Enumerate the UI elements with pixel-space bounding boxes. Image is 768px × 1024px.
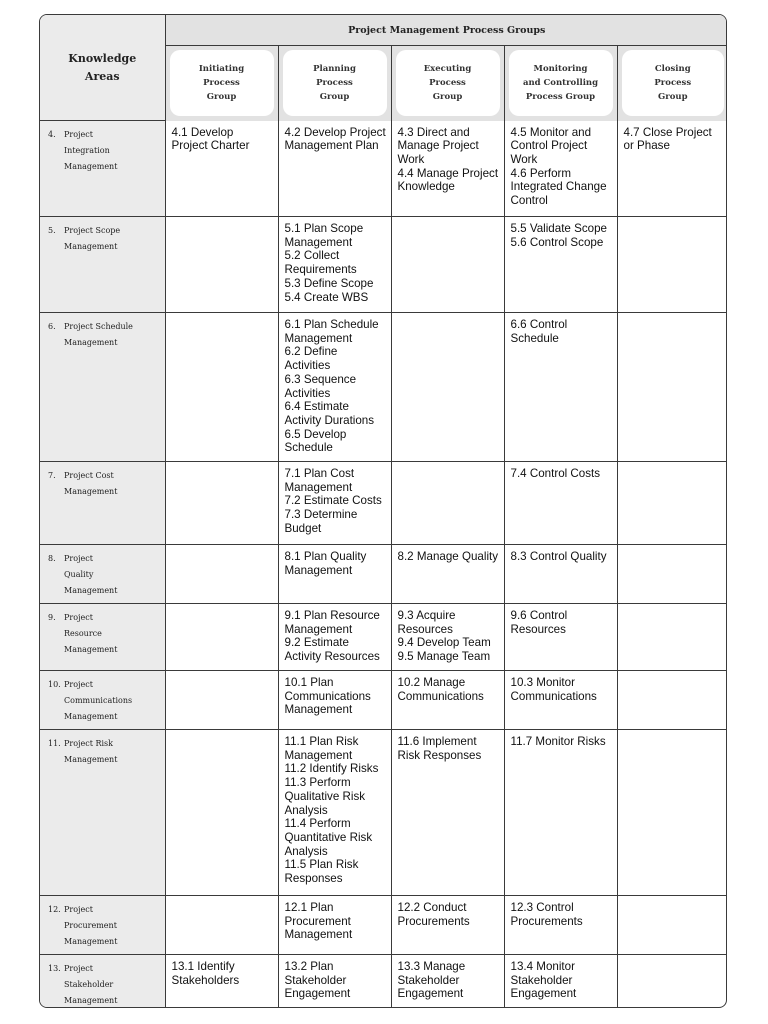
knowledge-area-cell xyxy=(40,462,165,545)
process-text-line: 11.7 Monitor Risks xyxy=(510,735,606,748)
process-cell xyxy=(278,545,391,604)
process-matrix-table xyxy=(40,15,727,1008)
process-cell xyxy=(391,462,504,545)
process-text-line: 12.3 Control xyxy=(510,901,574,914)
process-text-line: 12.1 Plan xyxy=(284,901,334,914)
process-cell xyxy=(278,313,391,462)
process-cell xyxy=(504,545,617,604)
process-text-line: Procurements xyxy=(397,914,470,928)
process-text-line: 8.2 Manage Quality xyxy=(397,550,499,563)
process-text-line: Analysis xyxy=(284,803,328,817)
process-group-label xyxy=(622,50,725,116)
process-cell xyxy=(391,671,504,730)
process-text-line: 10.3 Monitor xyxy=(510,676,575,689)
knowledge-area-number: 8. xyxy=(48,554,56,563)
process-text-line: 9.4 Develop Team xyxy=(397,636,491,650)
process-text-line: Management xyxy=(284,703,353,717)
process-cell xyxy=(278,604,391,671)
knowledge-area-cell xyxy=(40,121,165,217)
process-text-line: Communications xyxy=(510,689,597,703)
matrix-body xyxy=(40,121,727,1009)
process-text-line: Stakeholder xyxy=(284,973,347,987)
knowledge-area-name-line: Project xyxy=(64,613,93,622)
knowledge-area-name-line: Project xyxy=(64,130,93,139)
knowledge-area-cell xyxy=(40,730,165,896)
knowledge-area-name-line: Integration xyxy=(64,146,110,155)
process-text-line: 7.4 Control Costs xyxy=(510,467,601,480)
process-text-line: 10.1 Plan xyxy=(284,676,334,689)
knowledge-area-name-line: Management xyxy=(64,937,118,946)
knowledge-area-name-line: Management xyxy=(64,162,118,171)
process-cell xyxy=(617,955,727,1009)
process-cell xyxy=(278,462,391,545)
knowledge-area-row xyxy=(40,604,727,671)
process-group-label xyxy=(396,50,500,116)
process-group-label-line: Initiating xyxy=(198,64,245,74)
knowledge-area-row xyxy=(40,217,727,313)
process-cell xyxy=(165,217,278,313)
process-text-line: 6.2 Define xyxy=(284,345,338,359)
knowledge-area-name-line: Project xyxy=(64,964,93,973)
process-group-label-line: Process xyxy=(316,78,353,88)
process-text-line: Procurements xyxy=(510,914,583,928)
knowledge-area-number: 10. xyxy=(48,680,61,689)
knowledge-area-cell xyxy=(40,671,165,730)
process-text-line: 6.4 Estimate xyxy=(284,400,349,414)
process-group-label-line: Closing xyxy=(654,64,691,74)
knowledge-area-name-line: Project Schedule xyxy=(64,322,133,331)
process-groups-title: Project Management Process Groups xyxy=(165,15,727,46)
knowledge-area-name xyxy=(64,610,117,658)
knowledge-area-name xyxy=(64,223,120,255)
process-text-line: 6.1 Plan Schedule xyxy=(284,318,379,331)
process-cell xyxy=(165,313,278,462)
process-text-line: Control xyxy=(510,194,548,208)
process-cell xyxy=(504,896,617,955)
process-cell xyxy=(617,217,727,313)
process-group-label-line: and Controlling xyxy=(522,78,599,88)
process-text-line: 4.1 Develop xyxy=(171,125,234,139)
knowledge-area-name-line: Procurement xyxy=(64,921,117,930)
knowledge-area-cell xyxy=(40,604,165,671)
knowledge-area-number: 4. xyxy=(48,130,56,139)
knowledge-area-row xyxy=(40,313,727,462)
process-text-line: Schedule xyxy=(510,331,559,345)
knowledge-area-name-line: Project Cost xyxy=(64,471,114,480)
knowledge-area-name-line: Project Risk xyxy=(64,739,114,748)
process-group-label xyxy=(509,50,613,116)
knowledge-area-name-line: Management xyxy=(64,487,118,496)
process-cell xyxy=(504,462,617,545)
process-text-line: 11.4 Perform xyxy=(284,817,351,831)
process-text-line: Procurement xyxy=(284,914,351,928)
process-text-line: 5.1 Plan Scope xyxy=(284,222,364,235)
process-cell xyxy=(278,671,391,730)
knowledge-area-number: 12. xyxy=(48,905,61,914)
process-text-line: Activities xyxy=(284,386,331,400)
knowledge-area-name-line: Management xyxy=(64,338,118,347)
process-text-line: Qualitative Risk xyxy=(284,789,366,803)
process-text-line: 9.5 Manage Team xyxy=(397,650,491,664)
process-text-line: Project Charter xyxy=(171,139,250,153)
process-text-line: Work xyxy=(397,152,425,166)
knowledge-area-name-line: Project Scope xyxy=(64,226,121,235)
process-text-line: 9.6 Control xyxy=(510,609,568,622)
process-text-line: Stakeholder xyxy=(397,973,460,987)
knowledge-area-name xyxy=(64,551,117,599)
process-text-line: Work xyxy=(510,152,538,166)
process-cell xyxy=(391,604,504,671)
knowledge-area-row xyxy=(40,545,727,604)
process-text-line: Analysis xyxy=(284,844,328,858)
process-text-line: Requirements xyxy=(284,263,357,277)
process-cell xyxy=(278,896,391,955)
process-text-line: Activity Durations xyxy=(284,413,375,427)
knowledge-area-name-line: Management xyxy=(64,645,118,654)
process-group-label-line: Process Group xyxy=(525,92,596,102)
process-text-line: 10.2 Manage xyxy=(397,676,466,689)
process-cell xyxy=(617,313,727,462)
knowledge-areas-header xyxy=(40,15,165,121)
knowledge-area-name-line: Management xyxy=(64,242,118,251)
process-cell xyxy=(165,545,278,604)
process-text-line: 5.4 Create WBS xyxy=(284,290,369,304)
process-cell xyxy=(504,604,617,671)
process-text-line: Management xyxy=(284,331,353,345)
process-cell xyxy=(165,671,278,730)
knowledge-area-name xyxy=(64,468,117,500)
process-group-cell xyxy=(391,46,504,121)
process-text-line: 11.5 Plan Risk xyxy=(284,858,359,872)
knowledge-area-name-line: Project xyxy=(64,680,93,689)
process-text-line: Activities xyxy=(284,359,331,373)
process-text-line: 5.6 Control Scope xyxy=(510,235,604,249)
knowledge-area-number: 7. xyxy=(48,471,56,480)
process-text-line: Management xyxy=(284,563,353,577)
process-text-line: 4.6 Perform xyxy=(510,166,572,180)
process-matrix-frame xyxy=(39,14,727,1008)
knowledge-area-number: 5. xyxy=(48,226,56,235)
process-cell xyxy=(391,313,504,462)
process-text-line: Communications xyxy=(397,689,484,703)
process-cell xyxy=(165,896,278,955)
knowledge-area-number: 6. xyxy=(48,322,56,331)
process-text-line: 6.6 Control xyxy=(510,318,568,331)
process-text-line: Control Project xyxy=(510,139,588,153)
process-text-line: Manage Project xyxy=(397,139,479,153)
process-text-line: Management xyxy=(284,928,353,942)
process-text-line: Management xyxy=(284,235,353,249)
process-group-label-line: Monitoring xyxy=(533,64,588,74)
process-text-line: Stakeholders xyxy=(171,973,240,987)
knowledge-area-cell xyxy=(40,545,165,604)
process-text-line: 7.2 Estimate Costs xyxy=(284,494,382,508)
process-group-cell xyxy=(165,46,278,121)
process-group-label xyxy=(283,50,387,116)
process-text-line: 6.3 Sequence xyxy=(284,372,357,386)
knowledge-area-row xyxy=(40,671,727,730)
process-text-line: 5.3 Define Scope xyxy=(284,276,374,290)
process-text-line: Activity Resources xyxy=(284,650,380,664)
process-cell xyxy=(504,313,617,462)
knowledge-area-number: 11. xyxy=(48,739,61,748)
knowledge-area-name-line: Project xyxy=(64,554,93,563)
process-text-line: 12.2 Conduct xyxy=(397,901,467,914)
process-cell xyxy=(278,121,391,217)
process-group-label-line: Process xyxy=(429,78,466,88)
knowledge-area-name xyxy=(64,736,117,768)
process-cell xyxy=(617,121,727,217)
process-cell xyxy=(165,462,278,545)
knowledge-area-name-line: Stakeholder xyxy=(64,980,114,989)
knowledge-area-name-line: Management xyxy=(64,586,118,595)
knowledge-area-row xyxy=(40,121,727,217)
process-group-cell xyxy=(504,46,617,121)
process-text-line: 4.3 Direct and xyxy=(397,125,470,139)
knowledge-area-name xyxy=(64,902,117,950)
knowledge-area-name-line: Resource xyxy=(64,629,102,638)
process-cell xyxy=(617,671,727,730)
process-cell xyxy=(617,896,727,955)
process-cell xyxy=(165,604,278,671)
process-text-line: 11.6 Implement xyxy=(397,735,477,748)
process-cell xyxy=(504,121,617,217)
process-group-label-line: Process xyxy=(654,78,692,88)
process-text-line: 8.3 Control Quality xyxy=(510,550,607,563)
process-cell xyxy=(617,545,727,604)
process-text-line: 4.7 Close Project xyxy=(623,125,712,139)
knowledge-area-name xyxy=(64,127,117,175)
process-text-line: Communications xyxy=(284,689,371,703)
process-cell xyxy=(617,604,727,671)
process-text-line: Engagement xyxy=(397,987,464,1001)
process-group-label xyxy=(170,50,274,116)
process-text-line: 4.5 Monitor and xyxy=(510,125,592,139)
knowledge-area-cell xyxy=(40,896,165,955)
process-text-line: 5.5 Validate Scope xyxy=(510,222,607,235)
process-text-line: 13.1 Identify xyxy=(171,960,235,973)
process-cell xyxy=(391,730,504,896)
process-text-line: 9.1 Plan Resource xyxy=(284,609,380,622)
process-text-line: Integrated Change xyxy=(510,180,607,194)
knowledge-areas-header-line2: Areas xyxy=(84,69,120,83)
process-cell xyxy=(617,462,727,545)
process-text-line: Engagement xyxy=(510,987,577,1001)
process-group-label-line: Executing xyxy=(423,64,472,74)
knowledge-area-row xyxy=(40,730,727,896)
process-cell xyxy=(165,121,278,217)
process-group-label-line: Group xyxy=(319,92,350,102)
knowledge-area-name-line: Quality xyxy=(64,570,94,579)
process-cell xyxy=(391,217,504,313)
process-text-line: 4.4 Manage Project xyxy=(397,166,499,180)
process-text-line: Resources xyxy=(510,622,566,636)
process-text-line: 13.4 Monitor xyxy=(510,960,575,973)
knowledge-area-row xyxy=(40,462,727,545)
process-text-line: 6.5 Develop xyxy=(284,427,347,441)
knowledge-area-name-line: Management xyxy=(64,712,118,721)
process-cell xyxy=(165,730,278,896)
process-text-line: or Phase xyxy=(623,139,670,153)
process-cell xyxy=(504,217,617,313)
process-text-line: 8.1 Plan Quality xyxy=(284,550,367,563)
knowledge-area-name-line: Project xyxy=(64,905,93,914)
process-text-line: Management xyxy=(284,748,353,762)
knowledge-area-name-line: Communications xyxy=(64,696,133,705)
process-text-line: 13.3 Manage xyxy=(397,960,466,973)
process-text-line: Engagement xyxy=(284,987,351,1001)
process-group-cell xyxy=(278,46,391,121)
process-cell xyxy=(504,730,617,896)
process-group-label-line: Group xyxy=(657,92,688,102)
process-group-label-line: Group xyxy=(206,92,237,102)
process-cell xyxy=(391,955,504,1009)
knowledge-areas-header-line1: Knowledge xyxy=(68,51,137,65)
process-cell xyxy=(278,955,391,1009)
process-cell xyxy=(504,955,617,1009)
process-group-label-line: Group xyxy=(432,92,463,102)
knowledge-area-name-line: Management xyxy=(64,755,118,764)
process-text-line: 5.2 Collect xyxy=(284,249,340,263)
process-cell xyxy=(504,671,617,730)
process-group-label-line: Planning xyxy=(313,64,356,74)
process-text-line: 11.2 Identify Risks xyxy=(284,762,379,776)
process-text-line: Stakeholder xyxy=(510,973,573,987)
process-cell xyxy=(165,955,278,1009)
process-text-line: 9.2 Estimate xyxy=(284,636,349,650)
process-text-line: 11.3 Perform xyxy=(284,776,351,790)
process-cell xyxy=(391,121,504,217)
knowledge-area-row xyxy=(40,896,727,955)
knowledge-area-name-line: Management xyxy=(64,996,118,1005)
process-text-line: 11.1 Plan Risk xyxy=(284,735,359,748)
knowledge-area-number: 9. xyxy=(48,613,56,622)
process-text-line: 7.1 Plan Cost xyxy=(284,467,355,480)
process-text-line: Management xyxy=(284,480,353,494)
process-cell xyxy=(278,730,391,896)
process-text-line: 7.3 Determine xyxy=(284,508,358,522)
process-text-line: Budget xyxy=(284,521,322,535)
knowledge-area-row xyxy=(40,955,727,1009)
process-text-line: Schedule xyxy=(284,441,333,455)
knowledge-area-number: 13. xyxy=(48,964,61,973)
process-text-line: 4.2 Develop Project xyxy=(284,125,386,139)
knowledge-area-cell xyxy=(40,955,165,1009)
process-text-line: Risk Responses xyxy=(397,748,482,762)
knowledge-area-cell xyxy=(40,217,165,313)
process-text-line: Management xyxy=(284,622,353,636)
process-text-line: Quantitative Risk xyxy=(284,830,373,844)
knowledge-area-cell xyxy=(40,313,165,462)
process-group-label-line: Process xyxy=(203,78,240,88)
process-text-line: Responses xyxy=(284,872,343,886)
process-text-line: Knowledge xyxy=(397,180,455,194)
process-cell xyxy=(391,545,504,604)
process-text-line: 9.3 Acquire xyxy=(397,609,456,622)
process-cell xyxy=(278,217,391,313)
knowledge-area-name xyxy=(64,319,133,351)
process-text-line: 13.2 Plan xyxy=(284,960,334,973)
process-cell xyxy=(617,730,727,896)
process-cell xyxy=(391,896,504,955)
knowledge-area-name xyxy=(64,677,132,725)
knowledge-area-name xyxy=(64,961,117,1008)
process-text-line: Resources xyxy=(397,622,453,636)
process-group-cell xyxy=(617,46,727,121)
process-text-line: Management Plan xyxy=(284,139,379,153)
